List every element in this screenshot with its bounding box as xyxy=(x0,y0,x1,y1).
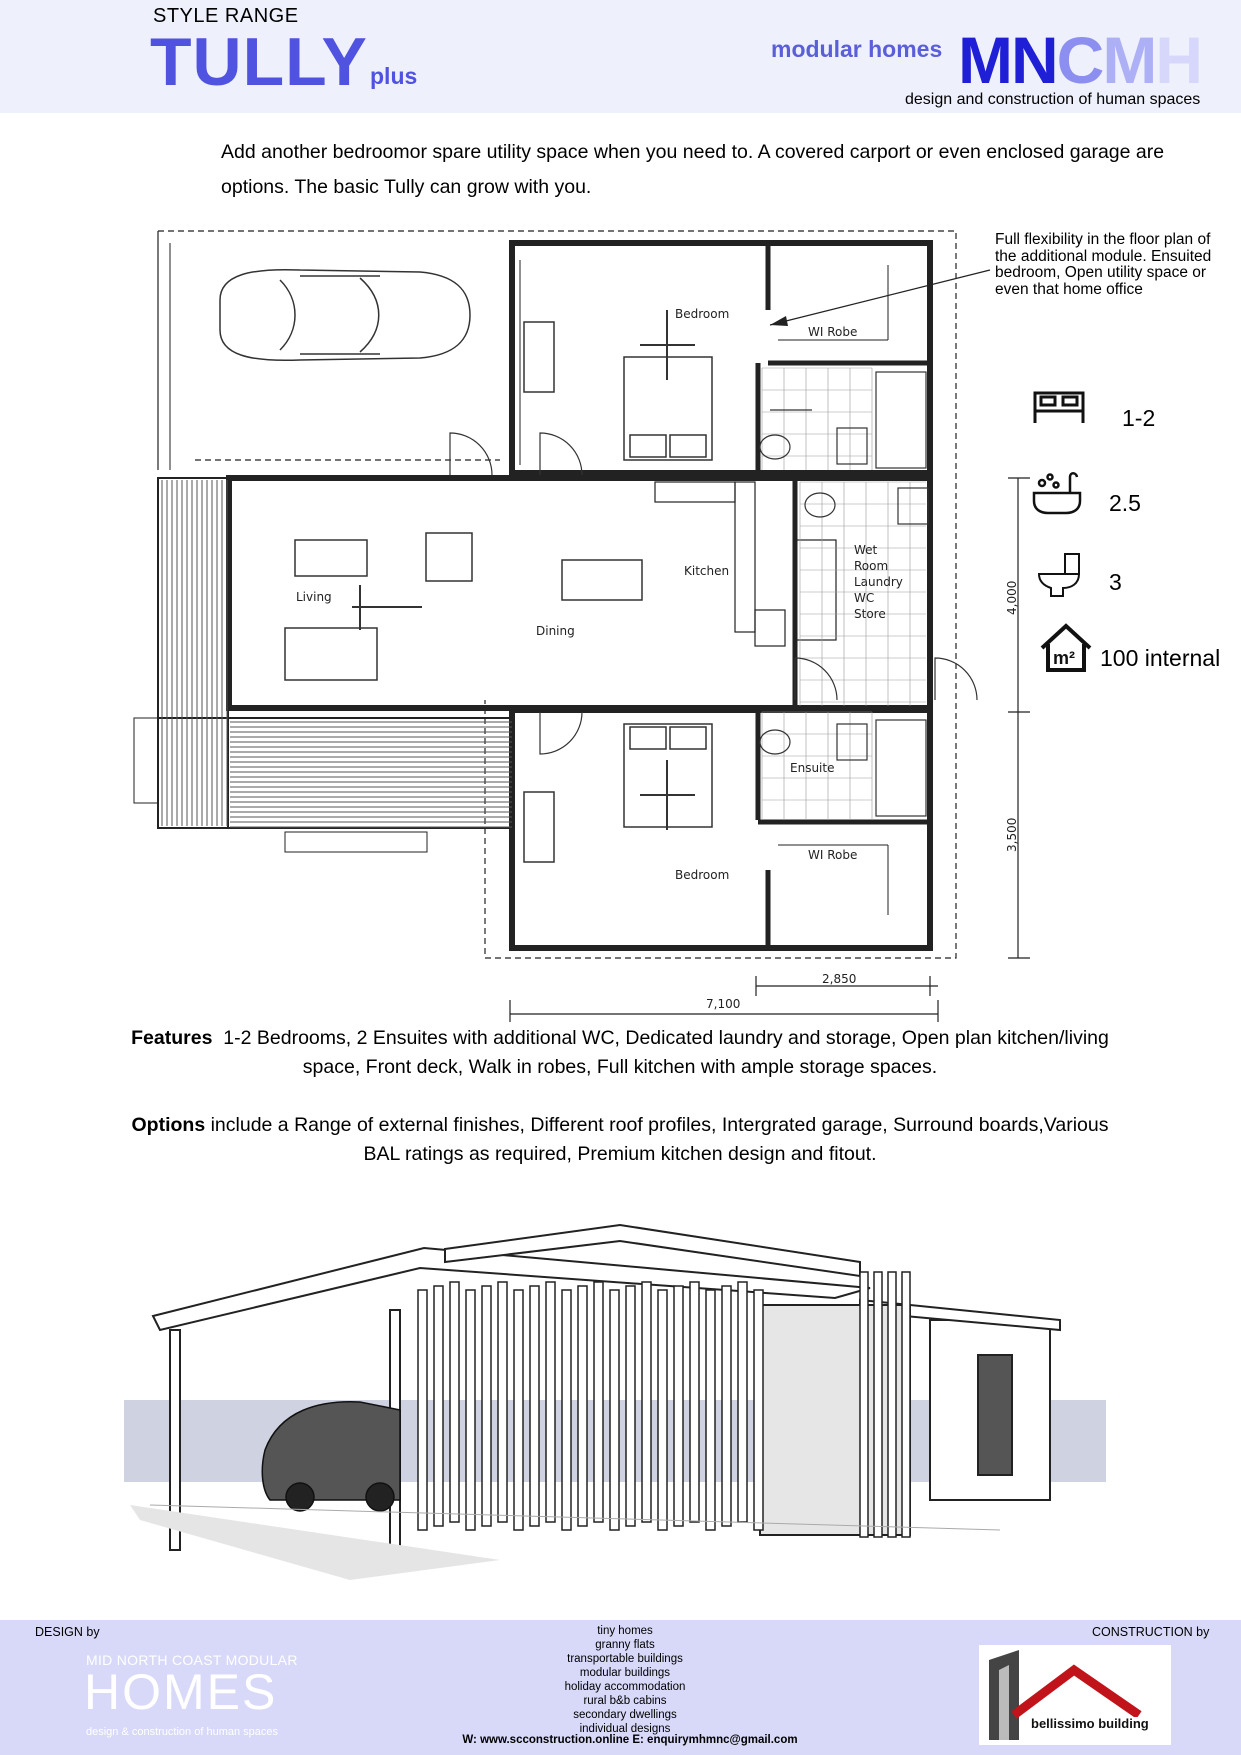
services-list xyxy=(500,1624,750,1736)
service-item: rural b&b cabins xyxy=(583,1695,667,1707)
label-bedroom-bottom: Bedroom xyxy=(675,868,730,882)
bath-icon xyxy=(1030,467,1085,517)
logo-letter: M xyxy=(1102,23,1156,97)
brand-logo xyxy=(958,22,1201,98)
company-name-big: HOMES xyxy=(84,1664,278,1720)
slat xyxy=(466,1290,475,1530)
slat xyxy=(874,1272,882,1537)
builder-logo-icon xyxy=(979,1645,1171,1745)
slat xyxy=(888,1272,896,1537)
stat-toilets: 3 xyxy=(1109,569,1122,595)
label-kitchen: Kitchen xyxy=(684,564,730,578)
slat xyxy=(546,1282,555,1522)
slat xyxy=(706,1290,715,1530)
bed-icon xyxy=(1030,385,1090,425)
service-item: transportable buildings xyxy=(567,1653,683,1665)
intro-text: Add another bedroomor spare utility space when you need to. A covered carport or even enclosed garage are options. The basic Tully can grow with you. xyxy=(221,141,1165,198)
floor-plan xyxy=(120,218,1019,1018)
stat-bedrooms: 1-2 xyxy=(1122,405,1156,431)
slat xyxy=(658,1290,667,1530)
label-dining: Dining xyxy=(536,624,575,638)
logo-letter: C xyxy=(1056,23,1103,97)
label-wi-robe-bottom: WI Robe xyxy=(808,848,858,862)
service-item: granny flats xyxy=(595,1639,655,1651)
slat xyxy=(450,1282,459,1522)
note-arrow xyxy=(770,270,990,325)
slat xyxy=(418,1290,427,1530)
label-wi-robe-top: WI Robe xyxy=(808,325,858,339)
options-text: include a Range of external finishes, Different roof profiles, Intergrated garage, Surround boards,Various BAL ratings as required, Premium kitchen design and fitout. xyxy=(210,1114,1109,1165)
dim-width-module: 2,850 xyxy=(822,972,857,986)
slat xyxy=(690,1282,699,1522)
options-paragraph xyxy=(120,1111,1120,1169)
label-laundry: Laundry xyxy=(854,575,903,589)
slat xyxy=(562,1290,571,1530)
features-text: 1-2 Bedrooms, 2 Ensuites with additional WC, Dedicated laundry and storage, Open plan kitchen/living space, Front deck, Walk in robes, Full kitchen with ample storage spaces. xyxy=(223,1027,1109,1078)
logo-letter: M xyxy=(958,23,1011,97)
stat-bathrooms: 2.5 xyxy=(1109,490,1141,516)
builder-logo xyxy=(979,1645,1171,1745)
dim-height-middle: 4,000 xyxy=(1005,580,1019,615)
label-wc: WC xyxy=(854,591,875,605)
company-tagline: design & construction of human spaces xyxy=(86,1726,279,1738)
service-item: secondary dwellings xyxy=(573,1709,677,1721)
desk-top xyxy=(524,322,554,392)
slat xyxy=(578,1286,587,1526)
logo-letter: H xyxy=(1155,23,1201,97)
slat xyxy=(610,1290,619,1530)
slat xyxy=(642,1282,651,1522)
toilet-icon xyxy=(1035,550,1085,600)
company-name-small: MID NORTH COAST MODULAR xyxy=(86,1652,298,1668)
slat xyxy=(738,1282,747,1522)
title-suffix: plus xyxy=(370,63,418,89)
construction-by-label: CONSTRUCTION by xyxy=(1092,1625,1210,1639)
slat xyxy=(498,1282,507,1522)
house-rendering xyxy=(120,1215,1120,1595)
slat xyxy=(594,1282,603,1522)
dim-height-bottom: 3,500 xyxy=(1005,817,1019,852)
area-icon-label: m² xyxy=(1053,648,1075,668)
service-item: holiday accommodation xyxy=(564,1681,686,1693)
tagline: design and construction of human spaces xyxy=(905,91,1201,108)
living-furniture xyxy=(285,533,642,680)
logo-letter: N xyxy=(1010,23,1057,97)
service-item: tiny homes xyxy=(597,1625,653,1637)
features-label: Features xyxy=(131,1027,213,1049)
builder-name: bellissimo building xyxy=(1031,1716,1149,1731)
desk-bottom xyxy=(524,792,554,862)
deck-boards xyxy=(162,480,512,827)
features-paragraph xyxy=(120,1024,1120,1082)
slat xyxy=(754,1290,763,1530)
design-by-label: DESIGN by xyxy=(35,1625,100,1639)
middle-module-walls xyxy=(229,478,930,708)
label-room: Room xyxy=(854,559,889,573)
slat xyxy=(434,1286,443,1526)
page-title: TULLY xyxy=(150,24,368,100)
service-item: modular buildings xyxy=(579,1667,671,1679)
floor-tiles xyxy=(762,368,926,820)
style-range-label: STYLE RANGE xyxy=(153,5,299,27)
slat xyxy=(626,1286,635,1526)
label-wet: Wet xyxy=(854,543,878,557)
label-ensuite: Ensuite xyxy=(790,761,835,775)
label-store: Store xyxy=(854,607,886,621)
slat xyxy=(530,1286,539,1526)
service-item: individual designs xyxy=(579,1723,671,1735)
options-label: Options xyxy=(131,1114,206,1136)
label-living: Living xyxy=(296,590,332,604)
slat xyxy=(722,1286,731,1526)
slat xyxy=(514,1290,523,1530)
brand-text: modular homes xyxy=(771,36,943,62)
slat xyxy=(674,1286,683,1526)
label-bedroom-top: Bedroom xyxy=(675,307,730,321)
house-area-icon xyxy=(1038,622,1094,674)
slat xyxy=(902,1272,910,1537)
plan-note: Full flexibility in the floor plan of the additional module. Ensuited bedroom, Open utility space or even that home office xyxy=(995,231,1212,298)
dim-width-total: 7,100 xyxy=(706,997,741,1011)
car-icon xyxy=(220,270,470,361)
slat xyxy=(482,1286,491,1526)
stat-area: 100 internal xyxy=(1100,645,1221,671)
slat xyxy=(860,1272,868,1537)
contact-line[interactable]: W: www.scconstruction.online E: enquirymhmnc@gmail.com xyxy=(462,1734,798,1746)
